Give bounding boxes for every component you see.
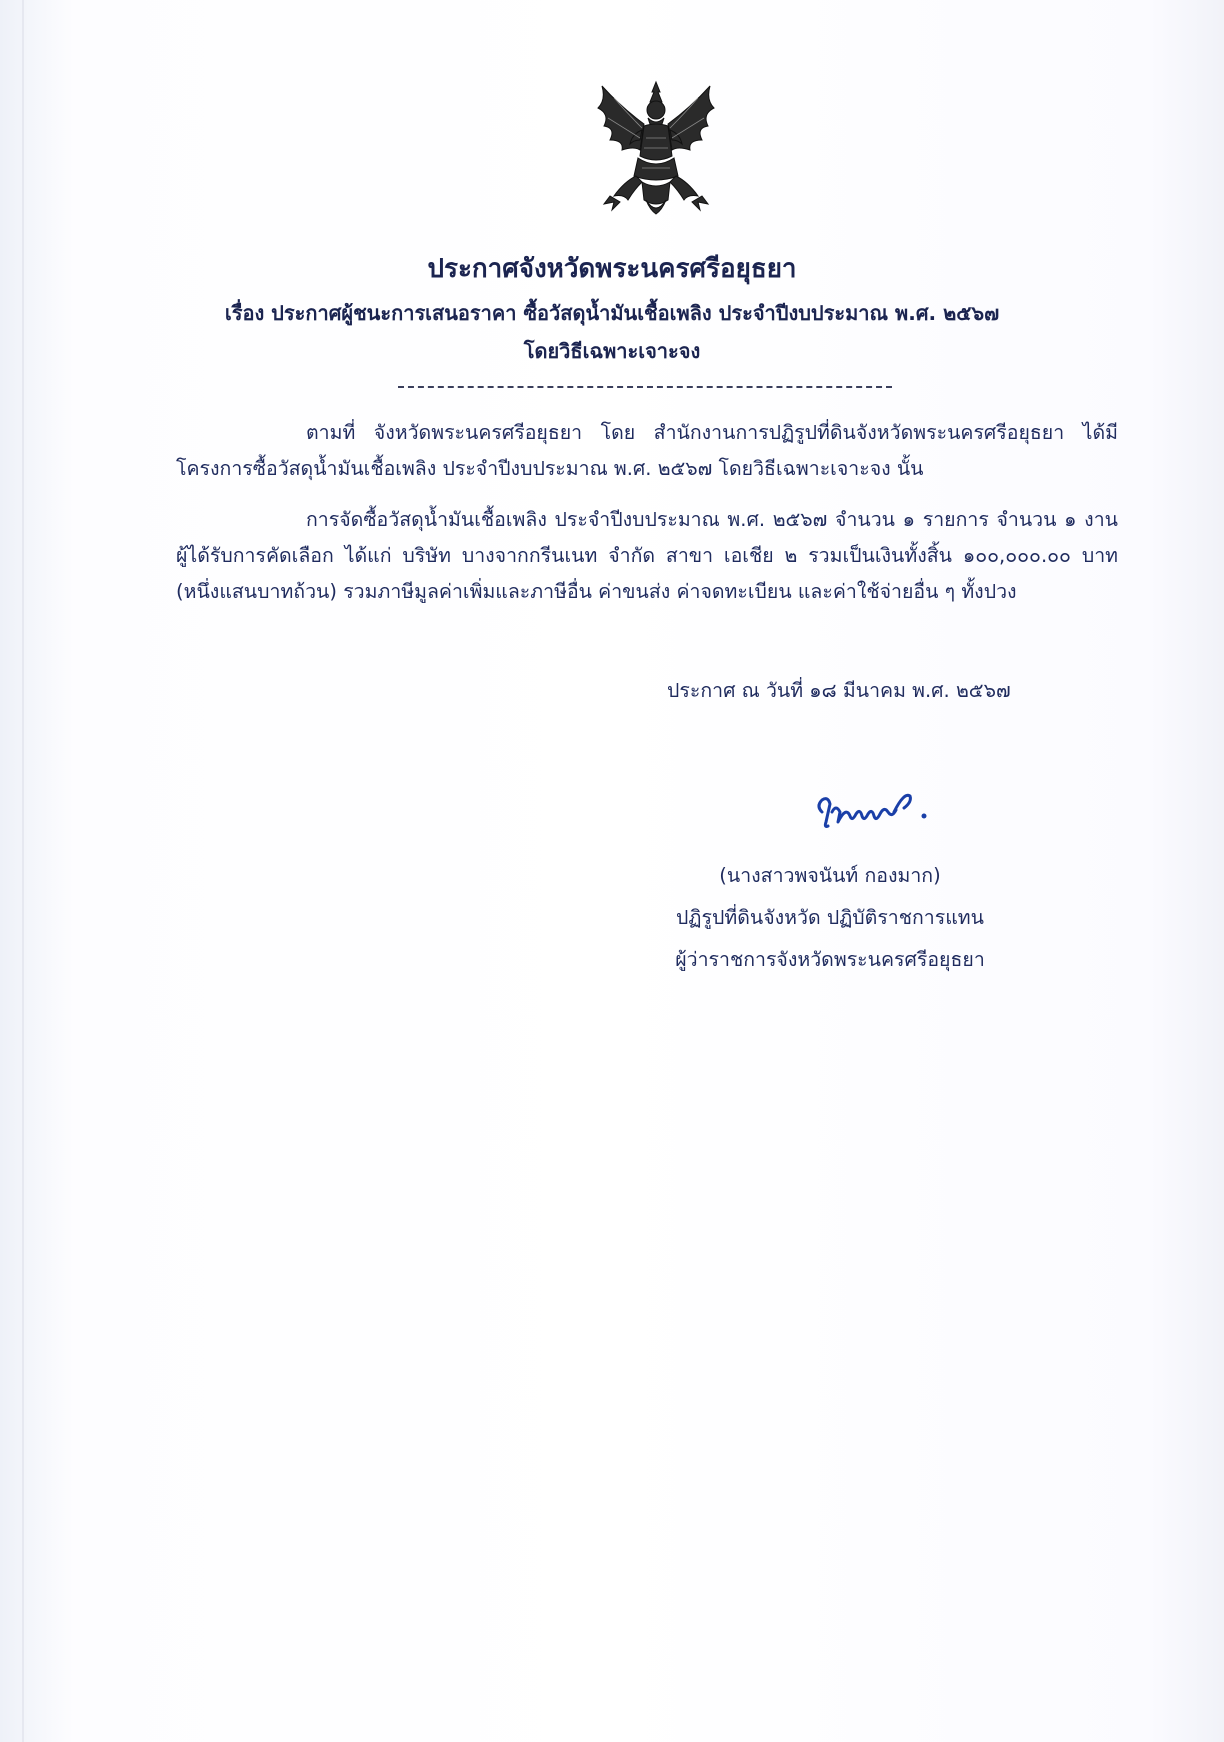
signer-position: ปฏิรูปที่ดินจังหวัด ปฏิบัติราชการแทน bbox=[676, 906, 984, 929]
handwritten-signature-icon bbox=[808, 782, 948, 840]
signer-name: (นางสาวพจนันท์ กองมาก) bbox=[719, 864, 941, 887]
procurement-method: โดยวิธีเฉพาะเจาะจง bbox=[523, 339, 701, 363]
document-subject: เรื่อง ประกาศผู้ชนะการเสนอราคา ซื้อวัสดุน้ำมันเชื้อเพลิง ประจำปีงบประมาณ พ.ศ. ๒๕๖๗ bbox=[224, 301, 1000, 325]
announcement-date: ประกาศ ณ วันที่ ๑๘ มีนาคม พ.ศ. ๒๕๖๗ bbox=[667, 679, 1011, 702]
body-paragraph-2: การจัดซื้อวัสดุน้ำมันเชื้อเพลิง ประจำปีงบประมาณ พ.ศ. ๒๕๖๗ จำนวน ๑ รายการ จำนวน ๑ งาน ผู้ได้รับการคัดเลือก ได้แก่ บริษัท บางจากกรีนเนท จำกัด สาขา เอเชีย ๒ รวมเป็นเงินทั้งสิ้น ๑๐๐,๐๐๐.๐๐ บาท (หนึ่งแสนบาทถ้วน) รวมภาษีมูลค่าเพิ่มและภาษีอื่น ค่าขนส่ง ค่าจดทะเบียน และค่าใช้จ่ายอื่น ๆ ทั้งปวง bbox=[176, 508, 1118, 603]
dashed-separator bbox=[398, 386, 892, 388]
signer-on-behalf: ผู้ว่าราชการจังหวัดพระนครศรีอยุธยา bbox=[675, 948, 985, 971]
garuda-emblem-icon bbox=[584, 78, 728, 218]
document-title: ประกาศจังหวัดพระนครศรีอยุธยา bbox=[427, 254, 797, 284]
signer-block bbox=[600, 855, 1060, 981]
body-paragraph-1: ตามที่ จังหวัดพระนครศรีอยุธยา โดย สำนักงานการปฏิรูปที่ดินจังหวัดพระนครศรีอยุธยา ได้มีโครงการซื้อวัสดุน้ำมันเชื้อเพลิง ประจำปีงบประมาณ พ.ศ. ๒๕๖๗ โดยวิธีเฉพาะเจาะจง นั้น bbox=[176, 421, 1118, 480]
